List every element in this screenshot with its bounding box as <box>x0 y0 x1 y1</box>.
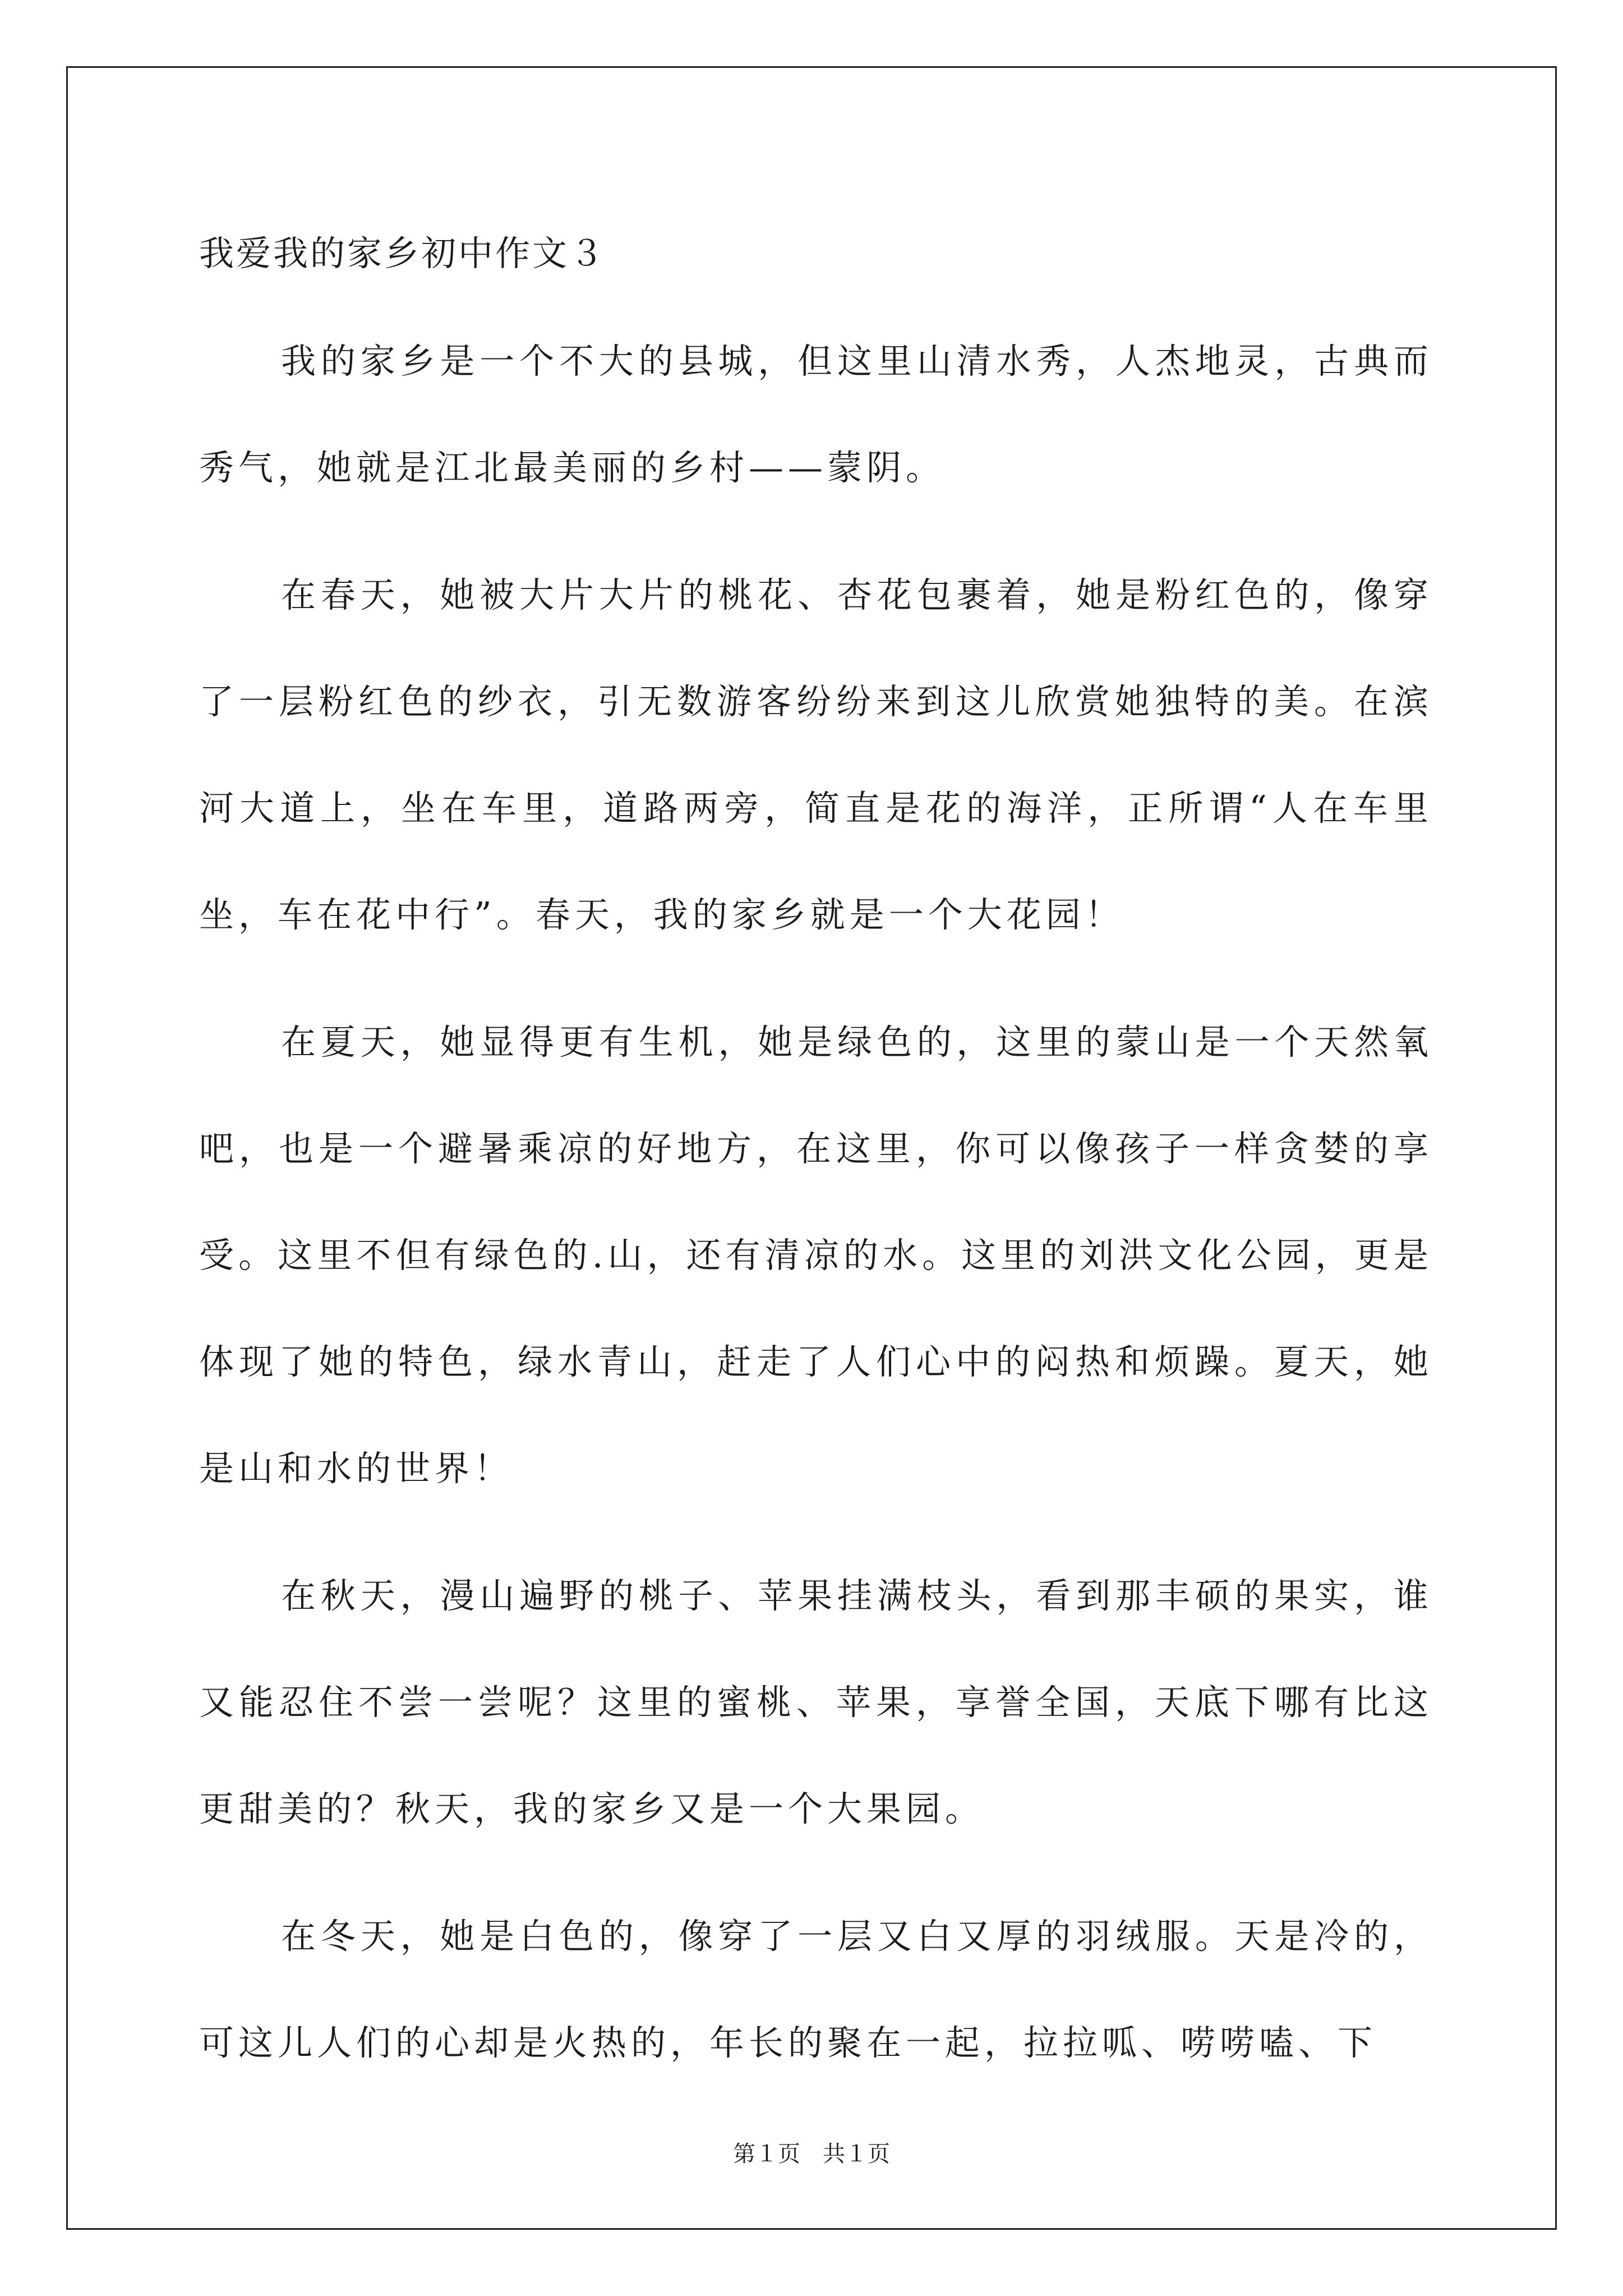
page-footer <box>0 2136 1623 2168</box>
total-pages: 共１页 <box>823 2141 890 2167</box>
paragraph-5: 在冬天，她是白色的，像穿了一层又白又厚的羽绒服。天是冷的，可这儿人们的心却是火热的，年长的聚在一起，拉拉呱、唠唠嗑、下 <box>199 1916 1433 2063</box>
page-number: 第１页 <box>733 2141 800 2167</box>
paragraph-2: 在春天，她被大片大片的桃花、杏花包裹着，她是粉红色的，像穿了一层粉红色的纱衣，引无数游客纷纷来到这儿欣赏她独特的美。在滨河大道上，坐在车里，道路两旁，简直是花的海洋，正所谓“人在车里坐，车在花中行”。春天，我的家乡就是一个大花园！ <box>199 574 1433 935</box>
paragraph-4: 在秋天，漫山遍野的桃子、苹果挂满枝头，看到那丰硕的果实，谁又能忍住不尝一尝呢？这里的蜜桃、苹果，享誉全国，天底下哪有比这更甜美的？秋天，我的家乡又是一个大果园。 <box>199 1575 1433 1829</box>
paragraph-1: 我的家乡是一个不大的县城，但这里山清水秀，人杰地灵，古典而秀气，她就是江北最美丽的乡村——蒙阴。 <box>199 341 1433 488</box>
paragraph-3: 在夏天，她显得更有生机，她是绿色的，这里的蒙山是一个天然氧吧，也是一个避暑乘凉的好地方，在这里，你可以像孩子一样贪婪的享受。这里不但有绿色的.山，还有清凉的水。这里的刘洪文化公园，更是体现了她的特色，绿水青山，赶走了人们心中的闷热和烦躁。夏天，她是山和水的世界！ <box>199 1022 1433 1489</box>
document-title: 我爱我的家乡初中作文３ <box>199 233 607 274</box>
document-body <box>199 220 1433 2096</box>
